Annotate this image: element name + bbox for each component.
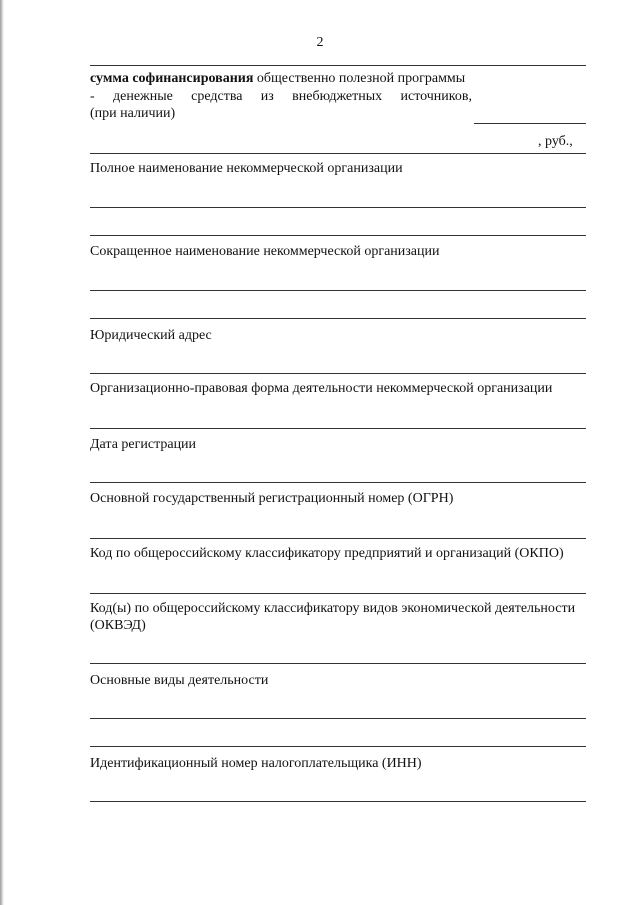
okved-field[interactable] [90,663,586,664]
legal-address-label: Юридический адрес [90,328,212,343]
full-name-field[interactable] [90,207,586,208]
activities-field[interactable] [90,718,586,719]
activities-second-rule [90,746,586,747]
cofinancing-label-bold: сумма софинансирования [90,71,254,86]
inn-label: Идентификационный номер налогоплательщика (ИНН) [90,756,422,771]
inn-field[interactable] [90,801,586,802]
ogrn-field[interactable] [90,538,586,539]
cofinancing-amount-line[interactable] [474,123,586,124]
okved-label-line2: (ОКВЭД) [90,618,146,633]
cofinancing-label [90,70,465,87]
ogrn-label: Основной государственный регистрационный номер (ОГРН) [90,491,454,506]
short-name-field[interactable] [90,290,586,291]
cofinancing-label-rest: общественно полезной программы [253,71,466,86]
okpo-label: Код по общероссийскому классификатору предприятий и организаций (ОКПО) [90,546,564,561]
cofinancing-line3: (при наличии) [90,106,176,121]
activities-label: Основные виды деятельности [90,673,269,688]
okved-label-line1: Код(ы) по общероссийскому классификатору видов экономической деятельности [90,601,576,616]
registration-date-label: Дата регистрации [90,437,197,452]
legal-address-field[interactable] [90,373,586,374]
full-name-top-rule [90,153,586,154]
cofinancing-line2: - денежные средства из внебюджетных источников, [90,89,472,104]
legal-address-top-rule [90,318,586,319]
legal-form-label: Организационно-правовая форма деятельности некоммерческой организации [90,381,553,396]
full-name-label: Полное наименование некоммерческой организации [90,161,403,176]
registration-date-field[interactable] [90,482,586,483]
okpo-field[interactable] [90,593,586,594]
short-name-top-rule [90,235,586,236]
top-rule [90,65,586,66]
currency-suffix: , руб., [538,134,573,149]
short-name-label: Сокращенное наименование некоммерческой организации [90,244,440,259]
legal-form-field[interactable] [90,428,586,429]
page-number: 2 [316,35,324,50]
scan-edge [0,0,4,905]
